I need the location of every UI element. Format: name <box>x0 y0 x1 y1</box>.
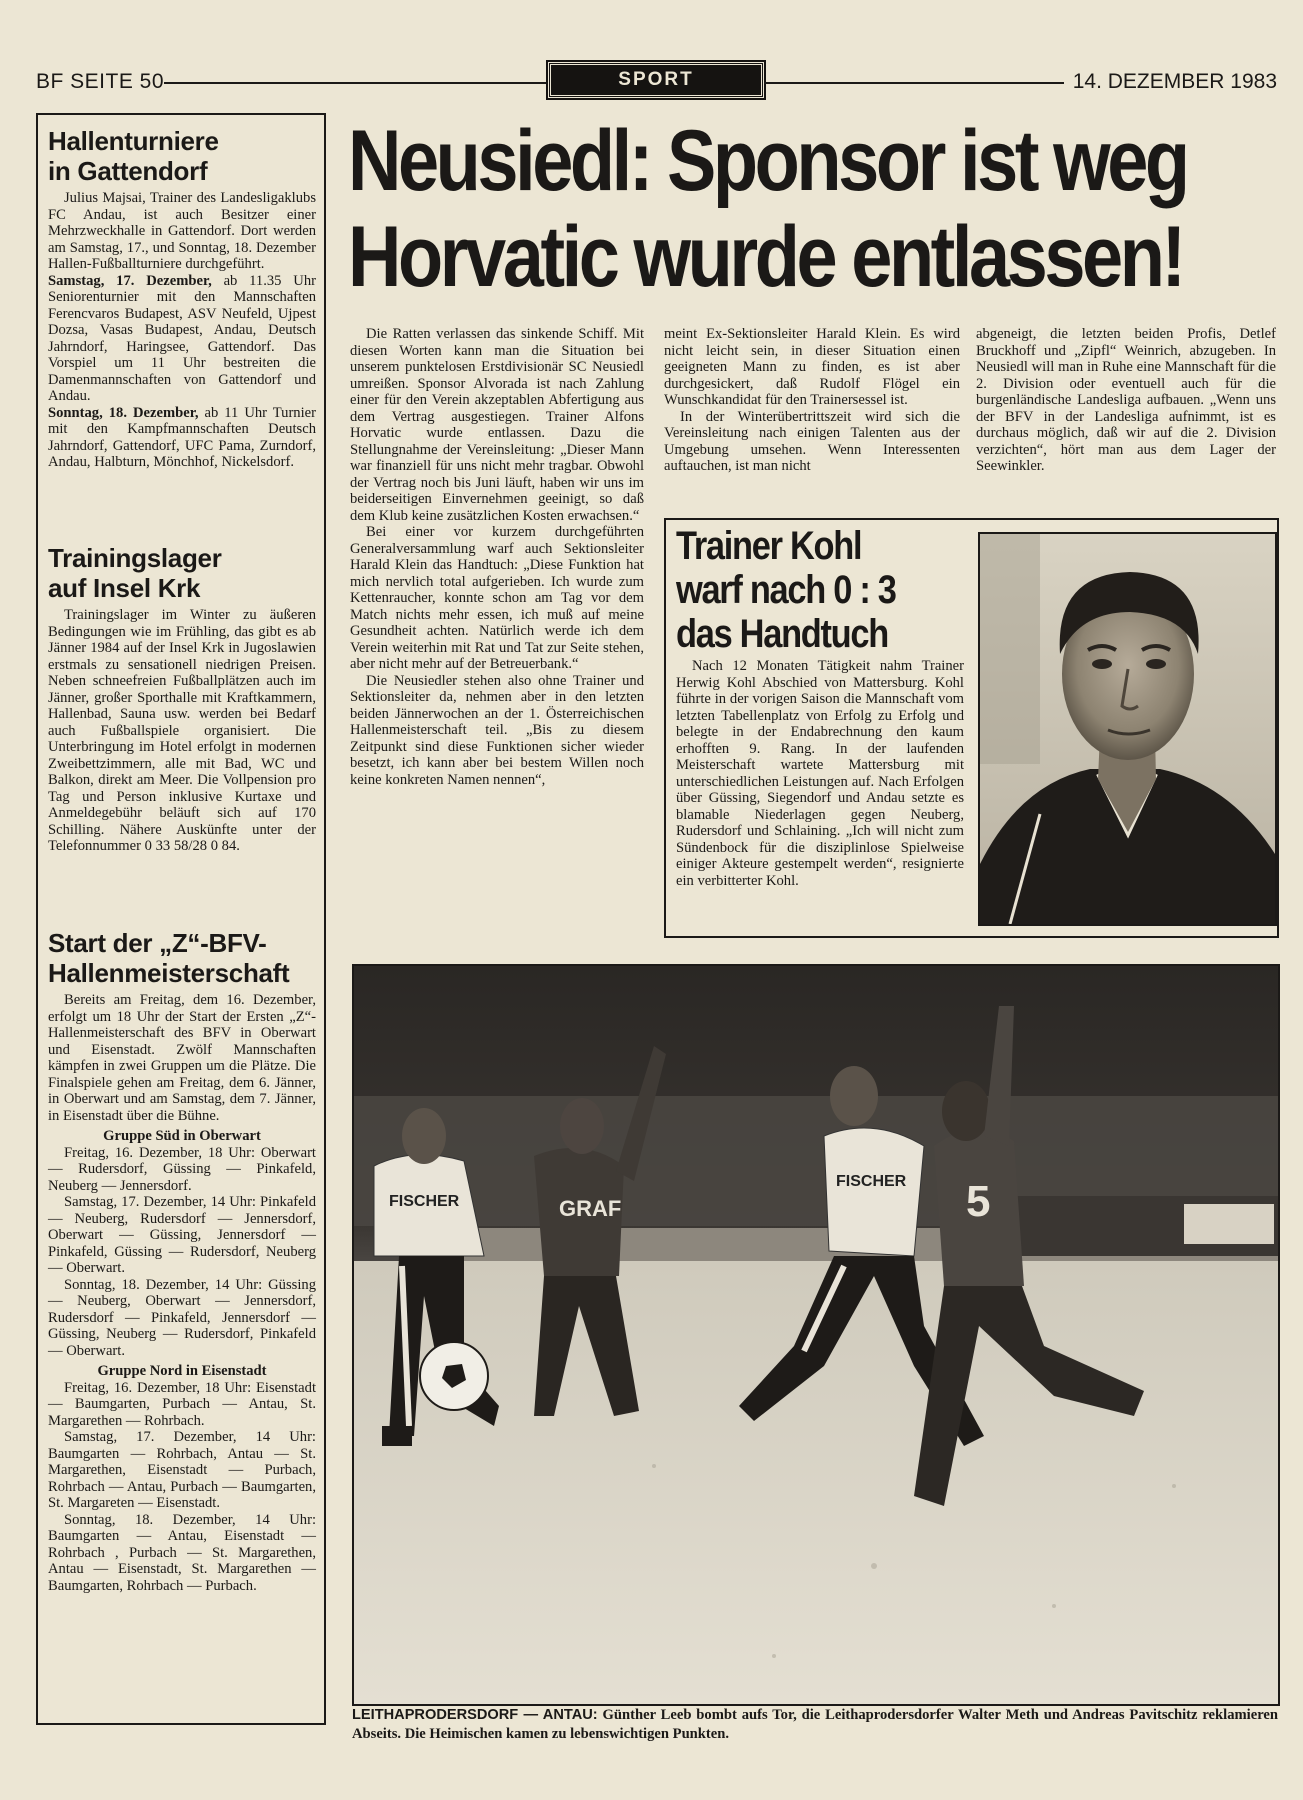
paragraph: Julius Majsai, Trainer des Landesligaklubs FC Andau, ist auch Besitzer einer Mehrzweckhalle in Gattendorf. Dort werden am Samstag, 17., und Sonntag, 18. Dezember Hallen-Fußballturniere durchgeführt. <box>48 190 316 272</box>
issue-date: 14. DEZEMBER 1983 <box>1072 70 1277 93</box>
group-heading-south: Gruppe Süd in Oberwart <box>103 1128 261 1144</box>
story-body <box>48 607 316 855</box>
shirt-text: FISCHER <box>836 1173 907 1190</box>
kohl-body <box>676 658 964 889</box>
caption-text: Günther Leeb bombt aufs Tor, die Leithaprodersdorfer Walter Meth und Andreas Pavitschitz reklamieren Abseits. Die Heimischen kamen zu lebenswichtigen Punkten. <box>352 1707 1279 1742</box>
fixture-list: Samstag, 17. Dezember, 14 Uhr: Pinkafeld — Neuberg, Rudersdorf — Jennersdorf, Oberwart — Güssing, Jennersdorf — Pinkafeld, Güssing — Rudersdorf, Neuberg — Oberwart. <box>48 1194 316 1276</box>
headline-line-1: Neusiedl: Sponsor ist weg <box>348 113 1187 209</box>
main-headline <box>348 113 1187 305</box>
header-rule-right <box>764 82 1064 84</box>
shirt-text: GRAF <box>559 1196 622 1221</box>
paragraph: Die Ratten verlassen das sinkende Schiff. Mit diesen Worten kann man die Situation bei unserem punktelosen Erstdivisionär SC Neusiedl umreißen. Sponsor Alvorada ist nach Zahlung einer für den Verein akzeptablen Abfertigung aus dem Vertrag ausgestiegen. Trainer Alfons Horvatic wurde entlassen. Dazu die Stellungnahme der Vereinsleitung: „Dieser Mann war finanziell für uns nicht mehr tragbar. Obwohl der Vertrag noch bis Juni läuft, haben wir uns im beiderseitigen Einvernehmen geeinigt, so daß dem Klub keine zusätzlichen Kosten erwachsen.“ <box>350 326 644 524</box>
kohl-headline: Trainer Kohl warf nach 0 : 3 das Handtuch <box>676 524 896 656</box>
sidebar-story-hallenmeisterschaft <box>48 928 316 1594</box>
paragraph-text: ab 11 Uhr Turnier mit den Kampfmannschaften Deutsch Jahrndorf, Gattendorf, UFC Pama, Zurndorf, Andau, Halbturn, Mönchhof, Nickelsdorf. <box>48 404 316 470</box>
article-column-1 <box>350 326 644 788</box>
photo-caption <box>352 1706 1278 1744</box>
fixture-list: Sonntag, 18. Dezember, 14 Uhr: Baumgarten — Antau, Eisenstadt — Rohrbach , Purbach — St. Margarethen, Antau — Eisenstadt, St. Margarethen — Baumgarten, Rohrbach — Purbach. <box>48 1511 316 1594</box>
paragraph: In der Winterübertrittszeit wird sich die Vereinsleitung nach einigen Talenten aus der Umgebung umsehen. Wenn Interessenten auftauchen, ist man nicht <box>664 408 960 474</box>
story-body <box>48 992 316 1594</box>
paragraph: Bereits am Freitag, dem 16. Dezember, erfolgt um 18 Uhr der Start der Ersten „Z“-Hallenmeisterschaft des BFV in Oberwart und Eisenstadt. Zwölf Mannschaften kämpfen in zwei Gruppen um die Plätze. Die Finalspiele gehen am Freitag, dem 6. Jänner, in Oberwart und am Samstag, dem 7. Jänner, in Eisenstadt über die Bühne. <box>48 992 316 1124</box>
fixture-list: Sonntag, 18. Dezember, 14 Uhr: Güssing — Neuberg, Oberwart — Jennersdorf, Rudersdorf — Pinkafeld, Jennersdorf — Güssing, Neuberg — Rudersdorf, Pinkafeld — Oberwart. <box>48 1276 316 1359</box>
page-number: BF SEITE 50 <box>36 70 165 93</box>
story-body <box>48 190 316 471</box>
article-column-3 <box>976 326 1276 475</box>
paragraph <box>48 405 316 471</box>
caption-location: LEITHAPRODERSDORF — ANTAU: <box>352 1707 598 1723</box>
header-rule-left <box>164 82 548 84</box>
article-column-2 <box>664 326 960 475</box>
paragraph: meint Ex-Sektionsleiter Harald Klein. Es wird nicht leicht sein, in dieser Situation einen geeigneten Mann zu finden, es ist aber durchgesickert, daß Rudolf Flögel ein Wunschkandidat für den Trainersessel ist. <box>664 326 960 408</box>
paragraph: Die Neusiedler stehen also ohne Trainer und Sektionsleiter da, nehmen aber in den letzten beiden Jännerwochen an der 1. Österreichischen Hallenmeisterschaft teil. „Bis zu diesem Zeitpunkt sind diese Funktionen sicher wieder besetzt, ich kann aber bei bestem Willen noch keine konkreten Namen nennen“, <box>350 672 644 788</box>
headline-line-2: Horvatic wurde entlassen! <box>348 209 1183 305</box>
paragraph: Nach 12 Monaten Tätigkeit nahm Trainer Herwig Kohl Abschied von Mattersburg. Kohl führte in der vorigen Saison die Mannschaft vom letzten Tabellenplatz von Erfolg zu Erfolg und belegte in der Endabrechnung den kaum erhofften 9. Rang. In der laufenden Meisterschaft wartete Mattersburg mit unterschiedlichen Leistungen auf. Nach Erfolgen über Güssing, Siegendorf und Andau setzte es blamable Niederlagen gegen Neuberg, Rudersdorf und Schlaining. „Ich will nicht zum Sündenbock für die disziplinlose Spielweise einiger Akteure gestempelt werden“, resignierte ein verbitterter Kohl. <box>676 658 964 889</box>
sidebar-story-gattendorf <box>48 126 316 471</box>
match-photo <box>352 964 1280 1706</box>
fixture-list: Freitag, 16. Dezember, 18 Uhr: Eisenstadt — Baumgarten, Purbach — Antau, St. Margarethen — Rohrbach. <box>48 1379 316 1429</box>
date-bold: Sonntag, 18. Dezember, <box>48 404 199 421</box>
paragraph: Trainingslager im Winter zu äußeren Bedingungen wie im Frühling, das gibt es ab Jänner 1984 auf der Insel Krk in Jugoslawien erstmals zu sensationell niedrigen Preisen. Neben schneefreien Fußballplätzen auch im Jänner, großer Sporthalle mit Kraftkammern, Hallenbad, Sauna usw. werden bei Bedarf auch Fußballspiele organisiert. Die Unterbringung im Hotel erfolgt in modernen Zweibettzimmern, alle mit Bad, WC und Balkon, direkt am Meer. Die Vollpension pro Tag und Person inklusive Kurtaxe und Anmeldegebühr beläuft sich auf 170 Schilling. Nähere Auskünfte unter der Telefonnummer 0 33 58/28 0 84. <box>48 607 316 854</box>
paragraph: abgeneigt, die letzten beiden Profis, Detlef Bruckhoff und „Zipfl“ Weinrich, abzugeben. In Neusiedl will man in Ruhe eine Mannschaft für die 2. Division oder eventuell auch für die burgenländische Landesliga aufbauen. „Wenn uns der BFV in der Landesliga aufnimmt, ist es durchaus möglich, daß wir auf die 2. Division verzichten“, hört man aus dem Lager der Seewinkler. <box>976 326 1276 474</box>
section-label: SPORT <box>548 62 764 98</box>
story-headline: Hallenturniere in Gattendorf <box>48 126 219 186</box>
paragraph: Bei einer vor kurzem durchgeführten Generalversammlung warf auch Sektionsleiter Harald Klein das Handtuch: „Diese Funktion hat mich nervlich total aufgerieben. Ich wurde zum Kettenraucher, konnte schon am Tag vor dem Match nichts mehr essen, ich muß auf meine Gesundheit achten. Natürlich werde ich dem Verein weiterhin mit Rat und Tat zur Seite stehen, aber nicht mehr auf der Betreuerbank.“ <box>350 524 644 672</box>
sidebar-story-krk <box>48 543 316 855</box>
fixture-list: Freitag, 16. Dezember, 18 Uhr: Oberwart — Rudersdorf, Güssing — Pinkafeld, Neuberg — Jennersdorf. <box>48 1144 316 1194</box>
shirt-text: FISCHER <box>389 1193 460 1210</box>
paragraph <box>48 273 316 405</box>
shirt-number: 5 <box>966 1177 991 1226</box>
story-headline: Start der „Z“-BFV-Hallenmeisterschaft <box>48 928 290 988</box>
story-headline: Trainingslager auf Insel Krk <box>48 543 222 603</box>
group-heading-north: Gruppe Nord in Eisenstadt <box>97 1363 267 1379</box>
paragraph-text: ab 11.35 Uhr Seniorenturnier mit den Mannschaften Ferencvaros Budapest, ASV Neufeld, Ujpest Dozsa, Vasas Budapest, Andau, Deutsch Jahrndorf, Haringsee, Gattendorf. Das Vorspiel um 11 Uhr bestreiten die Damenmannschaften von Gattendorf und Andau. <box>48 272 316 404</box>
fixture-list: Samstag, 17. Dezember, 14 Uhr: Baumgarten — Rohrbach, Antau — St. Margarethen, Eisenstadt — Purbach, Rohrbach — Antau, Purbach — Baumgarten, St. Margareten — Eisenstadt. <box>48 1429 316 1511</box>
portrait-photo <box>978 532 1277 926</box>
date-bold: Samstag, 17. Dezember, <box>48 272 212 289</box>
